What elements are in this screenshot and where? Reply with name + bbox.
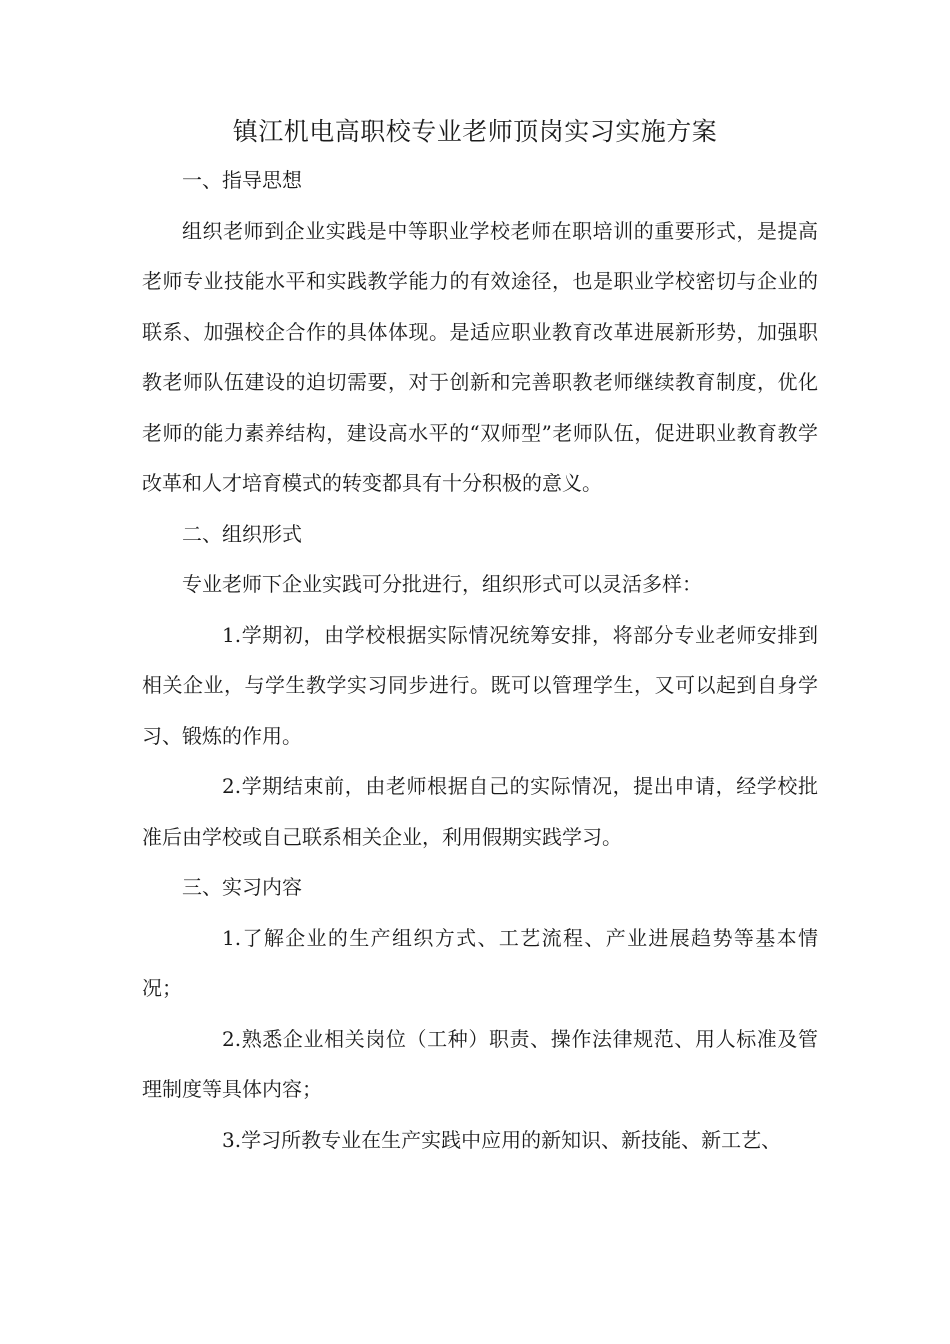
document-title: 镇江机电高职校专业老师顶岗实习实施方案 xyxy=(232,117,718,146)
list-item-text: 学期结束前，由老师根据自己的实际情况，提出申请，经学校批准后由学校或自己联系相关企业，利用假期实践学习。 xyxy=(142,774,818,849)
list-item-text: 学习所教专业在生产实践中应用的新知识、新技能、新工艺、 xyxy=(241,1127,782,1152)
list-item xyxy=(142,1115,818,1166)
list-item-text: 熟悉企业相关岗位（工种）职责、操作法律规范、用人标准及管理制度等具体内容； xyxy=(142,1026,818,1101)
section-heading: 三、实习内容 xyxy=(182,875,302,899)
list-item-number: 2. xyxy=(222,1026,242,1051)
section-heading: 一、指导思想 xyxy=(182,168,302,192)
list-item-number: 1. xyxy=(222,622,242,647)
list-item-number: 3. xyxy=(222,1127,242,1152)
section-heading: 二、组织形式 xyxy=(182,521,302,546)
list-item-number: 2. xyxy=(222,774,242,798)
list-item xyxy=(142,1014,818,1115)
list-item xyxy=(142,761,818,862)
paragraph: 组织老师到企业实践是中等职业学校老师在职培训的重要形式，是提高老师专业技能水平和实践教学能力的有效途径，也是职业学校密切与企业的联系、加强校企合作的具体体现。是适应职业教育改革进展新形势，加强职教老师队伍建设的迫切需要，对于创新和完善职教老师继续教育制度，优化老师的能力素养结构，建设高水平的“双师型”老师队伍，促进职业教育教学改革和人才培育模式的转变都具有十分积极的意义。 xyxy=(142,218,818,495)
list-item xyxy=(142,610,818,762)
document-body xyxy=(142,155,818,1165)
list-item-text: 学期初，由学校根据实际情况统筹安排，将部分专业老师安排到相关企业，与学生教学实习同步进行。既可以管理学生，又可以起到自身学习、锻炼的作用。 xyxy=(142,622,818,748)
paragraph: 专业老师下企业实践可分批进行，组织形式可以灵活多样： xyxy=(182,572,702,596)
list-item xyxy=(142,913,818,1014)
list-item-text: 了解企业的生产组织方式、工艺流程、产业进展趋势等基本情况； xyxy=(142,925,818,1000)
list-item-number: 1. xyxy=(222,925,242,950)
